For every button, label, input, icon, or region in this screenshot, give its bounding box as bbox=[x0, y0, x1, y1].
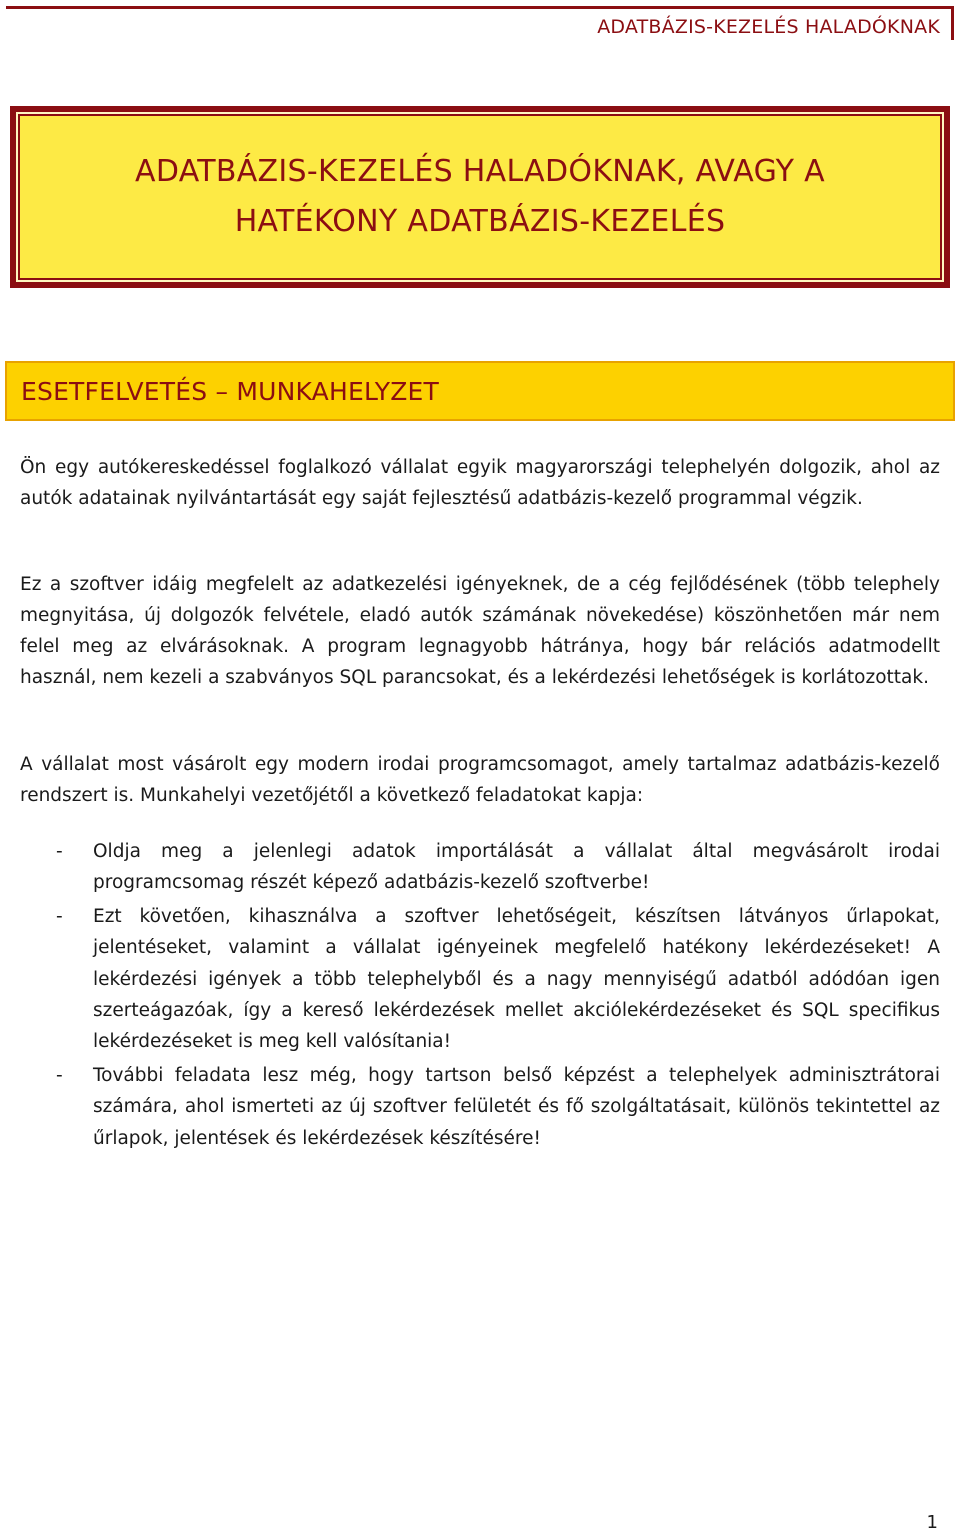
document-title-line-2: HATÉKONY ADATBÁZIS-KEZELÉS bbox=[234, 204, 726, 239]
list-item-text: Ezt követően, kihasználva a szoftver lehetőségeit, készítsen látványos űrlapokat, jelentéseket, valamint a vállalat igényeinek megfelelő hatékony lekérdezéseket! A lekérdezési igények a több telephelyből és a nagy mennyiségű adatból adódóan igen szerteágazóak, így a kereső lekérdezések mellet akciólekérdezéseket és SQL specifikus lekérdezéseket is meg kell valósítania! bbox=[93, 905, 940, 1053]
list-item bbox=[20, 901, 940, 1058]
document-title-line-1: ADATBÁZIS-KEZELÉS HALADÓKNAK, AVAGY A bbox=[135, 154, 825, 189]
list-item bbox=[20, 1060, 940, 1154]
header-rule bbox=[6, 6, 954, 9]
section-heading: ESETFELVETÉS – MUNKAHELYZET bbox=[21, 376, 440, 406]
list-bullet: - bbox=[56, 905, 63, 927]
paragraph-purchase: A vállalat most vásárolt egy modern irodai programcsomagot, amely tartalmaz adatbázis-kezelő rendszert is. Munkahelyi vezetőjétől a következő feladatokat kapja: bbox=[20, 754, 940, 806]
list-bullet: - bbox=[56, 841, 63, 862]
running-header bbox=[0, 0, 960, 42]
section-heading-box bbox=[5, 361, 955, 421]
list-item bbox=[20, 836, 940, 899]
list-bullet: - bbox=[56, 1064, 63, 1086]
document-title bbox=[100, 147, 860, 247]
task-list bbox=[20, 836, 940, 1156]
paragraph-intro: Ön egy autókereskedéssel foglalkozó vállalat egyik magyarországi telephelyén dolgozik, ahol az autók adatainak nyilvántartását egy saját fejlesztésű adatbázis-kezelő programmal végzik. bbox=[20, 457, 940, 509]
title-box bbox=[10, 106, 950, 288]
paragraph-problem: Ez a szoftver idáig megfelelt az adatkezelési igényeknek, de a cég fejlődésének (több telephely megnyitása, új dolgozók felvétele, eladó autók számának növekedése) köszönhetően már nem felel meg az elvárásoknak. A program legnagyobb hátránya, hogy bár relációs adatmodellt használ, nem kezeli a szabványos SQL parancsokat, és a lekérdezési lehetőségek is korlátozottak. bbox=[20, 574, 940, 688]
list-item-text: Oldja meg a jelenlegi adatok importálását a vállalat által megvásárolt irodai programcsomag részét képező adatbázis-kezelő szoftverbe! bbox=[93, 841, 940, 894]
page-number: 1 bbox=[926, 1512, 938, 1533]
list-item-text: További feladata lesz még, hogy tartson belső képzést a telephelyek adminisztrátorai számára, ahol ismerteti az új szoftver felületét és fő szolgáltatásait, különös tekintettel az űrlapok, jelentések és lekérdezések készítésére! bbox=[93, 1064, 940, 1149]
header-rule-corner bbox=[951, 6, 954, 40]
running-header-title: ADATBÁZIS-KEZELÉS HALADÓKNAK bbox=[597, 16, 940, 38]
